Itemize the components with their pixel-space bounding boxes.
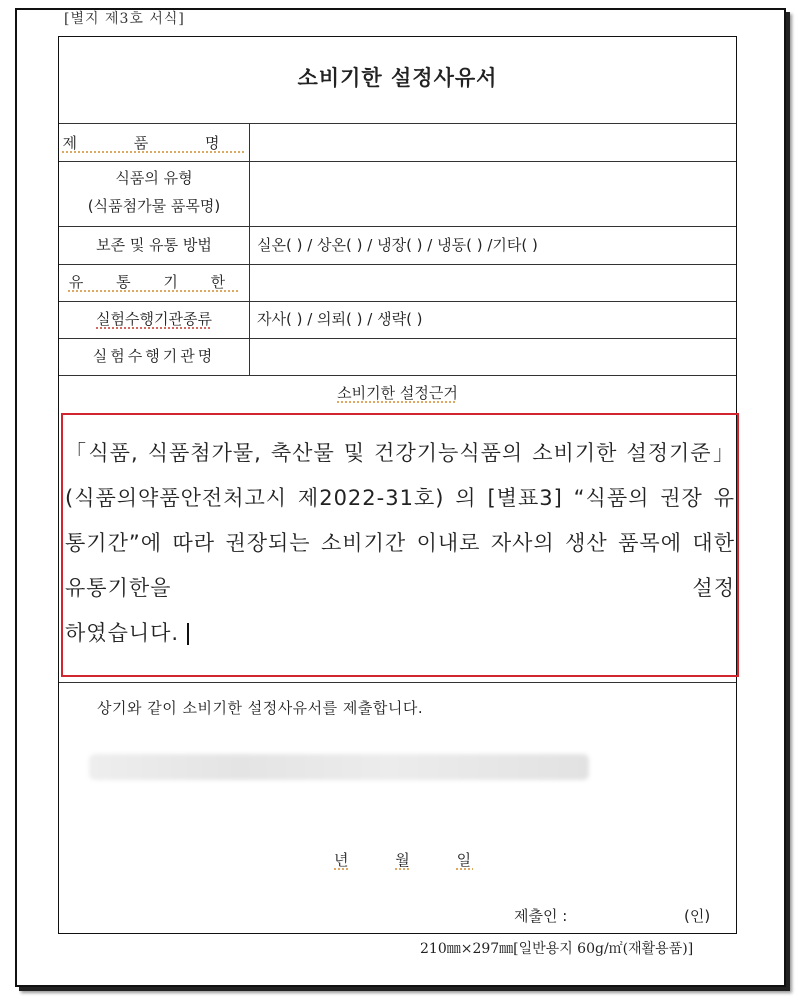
date-day: 일 (456, 851, 474, 869)
basis-text[interactable]: 「식품, 식품첨가물, 축산물 및 건강기능식품의 소비기한 설정기준」(식품의약품안전처고시 제2022-31호) 의 [별표3] “식품의 권장 유통기간”에 따라 권장되는 소비기간 이내로 자사의 생산 품목에 대한 유통기한을 설정 하였습니다. (65, 441, 735, 645)
submit-sentence: 상기와 같이 소비기한 설정사유서를 제출합니다. (97, 699, 424, 717)
document-title: 소비기한 설정사유서 (297, 66, 498, 90)
storage-method-options: 실온( ) / 상온( ) / 냉장( ) / 냉동( ) /기타( ) (257, 236, 538, 254)
row-divider (59, 682, 736, 683)
row-label-lab-name: 실험수행기관명 (92, 347, 216, 365)
form-caption: [별지 제3호 서식] (64, 11, 185, 27)
row-divider (59, 301, 736, 302)
row-divider (59, 264, 736, 265)
row-divider (59, 226, 736, 227)
row-label-product-name: 제 품 명 (62, 134, 246, 152)
date-month: 월 (395, 851, 412, 869)
row-divider (59, 338, 736, 339)
paper-spec: 210㎜×297㎜[일반용지 60g/㎡(재활용품)] (420, 941, 694, 957)
submitter-label: 제출인 : (514, 907, 568, 925)
column-divider (249, 123, 250, 375)
date-year: 년 (334, 851, 351, 869)
basis-text-editor[interactable] (61, 413, 739, 677)
lab-type-options: 자사( ) / 의뢰( ) / 생략( ) (257, 310, 423, 328)
row-label-food-type: 식품의 유형 (115, 169, 193, 187)
text-cursor (187, 623, 189, 645)
date-line (334, 849, 511, 870)
row-divider (59, 375, 736, 376)
row-label-storage-method: 보존 및 유통 방법 (96, 236, 212, 254)
row-divider (59, 123, 736, 124)
redacted-block (89, 754, 589, 780)
row-label-expiration: 유 통 기 한 (68, 273, 240, 291)
seal-label: (인) (684, 907, 711, 925)
basis-header: 소비기한 설정근거 (337, 384, 458, 402)
row-divider (59, 161, 736, 162)
row-label-additive-name: (식품첨가물 품목명) (87, 197, 221, 215)
row-label-lab-type: 실험수행기관종류 (96, 310, 212, 328)
